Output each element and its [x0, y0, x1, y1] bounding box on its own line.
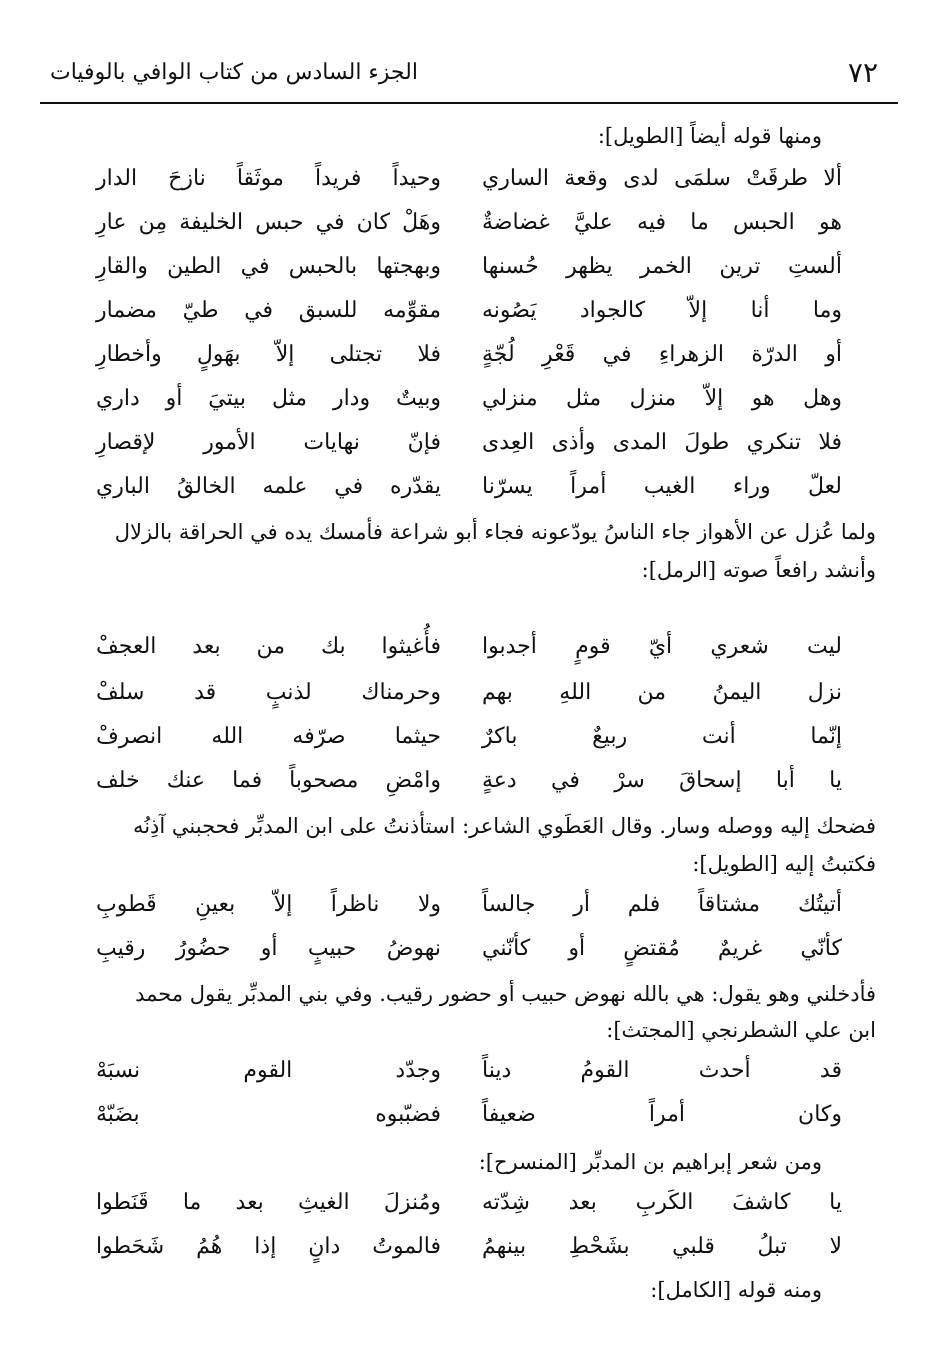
prose-line: فضحك إليه ووصله وسار. وقال العَطَوي الشاعر: استأذنتُ على ابن المدبِّر فحجبني آذِنُه — [132, 814, 876, 838]
prose-line: فأدخلني وهو يقول: هي بالله نهوض حبيب أو حضور رقيب. وفي بني المدبِّر يقول محمد — [135, 982, 876, 1006]
verse-first-hemistich: إنّما أنت ربيعٌ باكرٌ — [482, 724, 842, 749]
verse-second-hemistich: وهَلْ كان في حبس الخليفة مِن عارِ — [96, 210, 441, 235]
section-intro: ومنها قوله أيضاً [الطويل]: — [597, 124, 822, 148]
verse-second-hemistich: نهوضُ حبيبٍ أو حضُورُ رقيبِ — [96, 936, 441, 961]
verse-second-hemistich: وبيتٌ ودار مثل بيتيَ أو داري — [96, 386, 441, 411]
verse-first-hemistich: وما أنا إلاّ كالجواد يَصُونه — [482, 298, 842, 323]
prose-line: ولما عُزل عن الأهواز جاء الناسُ يودّعونه فجاء أبو شراعة فأمسك يده في الحراقة بالزلال — [114, 520, 876, 544]
verse-first-hemistich: فلا تنكري طولَ المدى وأذى العِدى — [482, 430, 842, 455]
prose-line: فكتبتُ إليه [الطويل]: — [692, 852, 876, 876]
verse-first-hemistich: وكان أمراً ضعيفاً — [482, 1102, 842, 1127]
verse-second-hemistich: حيثما صرّفه الله انصرفْ — [96, 724, 441, 749]
verse-second-hemistich: فإنّ نهايات الأمور لإقصارِ — [96, 430, 441, 455]
section-intro: ومن شعر إبراهيم بن المدبِّر [المنسرح]: — [478, 1150, 822, 1174]
verse-first-hemistich: ليت شعري أيّ قومٍ أجدبوا — [482, 634, 842, 659]
verse-first-hemistich: هو الحبس ما فيه عليَّ غضاضةٌ — [482, 210, 842, 235]
page-header — [40, 52, 898, 104]
running-title: الجزء السادس من كتاب الوافي بالوفيات — [50, 60, 418, 85]
verse-first-hemistich: قد أحدث القومُ ديناً — [482, 1058, 842, 1083]
verse-second-hemistich: فلا تجتلى إلاّ بهَولٍ وأخطارِ — [96, 342, 441, 367]
verse-first-hemistich: نزل اليمنُ من اللهِ بهم — [482, 680, 842, 705]
verse-second-hemistich: ومُنزلَ الغيثِ بعد ما قَنَطوا — [96, 1190, 441, 1215]
section-intro: ومنه قوله [الكامل]: — [650, 1278, 822, 1302]
verse-first-hemistich: يا أبا إسحاقَ سرْ في دعةٍ — [482, 768, 842, 793]
verse-second-hemistich: وحيداً فريداً موثَقاً نازحَ الدار — [96, 166, 441, 191]
prose-line: وأنشد رافعاً صوته [الرمل]: — [641, 558, 876, 582]
verse-first-hemistich: ألستِ ترين الخمر يظهر حُسنها — [482, 254, 842, 279]
verse-second-hemistich: فضبّبوه بضَبّهْ — [96, 1102, 441, 1127]
verse-second-hemistich: فالموتُ دانٍ إذا هُمُ شَحَطوا — [96, 1234, 441, 1259]
verse-second-hemistich: يقدّره في علمه الخالقُ الباري — [96, 474, 441, 499]
page-number: ٧٢ — [847, 56, 878, 89]
verse-first-hemistich: يا كاشفَ الكَربِ بعد شِدّته — [482, 1190, 842, 1215]
verse-second-hemistich: فأُغيثوا بك من بعد العجفْ — [96, 634, 441, 659]
verse-first-hemistich: وهل هو إلاّ منزل مثل منزلي — [482, 386, 842, 411]
verse-first-hemistich: لعلّ وراء الغيب أمراً يسرّنا — [482, 474, 842, 499]
verse-first-hemistich: أتيتُك مشتاقاً فلم أر جالساً — [482, 892, 842, 917]
verse-second-hemistich: ولا ناظراً إلاّ بعينِ قَطوبِ — [96, 892, 441, 917]
verse-first-hemistich: ألا طرقَتْ سلمَى لدى وقعة الساري — [482, 166, 842, 191]
verse-first-hemistich: كأنّي غريمٌ مُقتضٍ أو كأنّني — [482, 936, 842, 961]
verse-second-hemistich: وجدّد القوم نسبَهْ — [96, 1058, 441, 1083]
prose-line: ابن علي الشطرنجي [المجتث]: — [606, 1018, 876, 1042]
verse-second-hemistich: مقوِّمه للسبق في طيّ مضمار — [96, 298, 441, 323]
verse-second-hemistich: وامْضِ مصحوباً فما عنك خلف — [96, 768, 441, 793]
verse-first-hemistich: لا تبلُ قلبي بشَحْطِ بينهمُ — [482, 1234, 842, 1259]
verse-second-hemistich: وحرمناك لذنبٍ قد سلفْ — [96, 680, 441, 705]
verse-second-hemistich: وبهجتها بالحبس في الطين والقارِ — [96, 254, 441, 279]
verse-first-hemistich: أو الدرّة الزهراءِ في قَعْرِ لُجّةٍ — [482, 342, 842, 367]
